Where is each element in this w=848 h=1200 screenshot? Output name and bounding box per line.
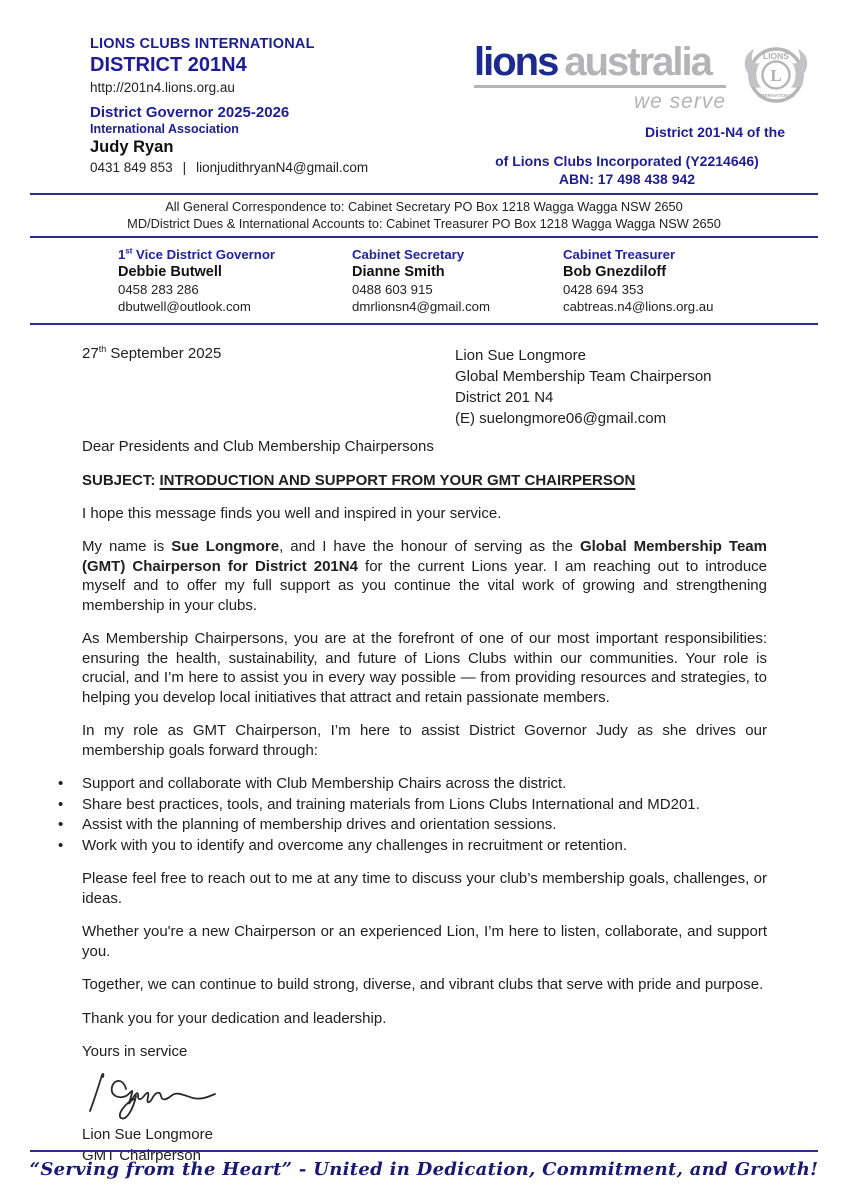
incorporated-line: of Lions Clubs Incorporated (Y2214646) (495, 153, 759, 169)
letterhead (0, 0, 848, 187)
lions-international-emblem-icon (734, 36, 818, 116)
governor-subtitle: International Association (90, 122, 239, 136)
footer-divider (30, 1150, 818, 1152)
governor-contact (90, 160, 470, 175)
governor-name: Judy Ryan (90, 138, 174, 156)
correspondence-bar (30, 193, 818, 238)
emblem-text-lions: LIONS (763, 51, 789, 61)
paragraph-intro: I hope this message finds you well and inspired in your service. (82, 504, 502, 522)
bold-sue-longmore: Sue Longmore (171, 538, 280, 555)
officer-cabinet-treasurer (563, 246, 818, 315)
abn-line: ABN: 17 498 438 942 (558, 171, 696, 187)
subject-label: SUBJECT: (82, 471, 160, 489)
logo-word-lions: lions (474, 40, 558, 84)
district-of-line: District 201-N4 of the (644, 124, 785, 140)
officer-phone: 0428 694 353 (563, 282, 644, 297)
letter-date: 27th September 2025 (82, 344, 222, 362)
officer-name: Dianne Smith (352, 264, 445, 280)
closing-line: Yours in service (82, 1043, 188, 1060)
paragraph-thanks: Thank you for your dedication and leadership. (82, 1009, 387, 1027)
bullet-item: • Work with you to identify and overcome any challenges in recruitment or retention. (82, 836, 767, 856)
paragraph-reach-out: Please feel free to reach out to me at any time to discuss your club’s membership goals, challenges, or ideas. (82, 870, 767, 907)
salutation: Dear Presidents and Club Membership Chairpersons (82, 438, 434, 455)
officer-title: 1st Vice District Governor (118, 246, 276, 262)
officer-phone: 0458 283 286 (118, 282, 199, 297)
subject-line (82, 472, 767, 489)
recipient-email: (E) suelongmore06@gmail.com (455, 410, 667, 427)
officer-title: Cabinet Treasurer (563, 247, 676, 262)
officers-row (0, 238, 848, 323)
officer-cabinet-secretary (352, 246, 563, 315)
officer-email: dmrlionsn4@gmail.com (352, 299, 490, 314)
logo-tagline: we serve (633, 90, 726, 113)
officer-email: cabtreas.n4@lions.org.au (563, 299, 714, 314)
letterhead-left (90, 36, 470, 187)
governor-phone: 0431 849 853 (90, 160, 173, 175)
letterhead-right (470, 36, 818, 187)
governor-email: lionjudithryanN4@gmail.com (196, 160, 369, 175)
signature (82, 1066, 242, 1124)
logo-underline (474, 85, 726, 88)
bullet-item: • Support and collaborate with Club Membership Chairs across the district. (82, 774, 767, 794)
correspondence-line-1: All General Correspondence to: Cabinet Secretary PO Box 1218 Wagga Wagga NSW 2650 (165, 199, 683, 214)
recipient-block (455, 345, 712, 429)
recipient-name: Lion Sue Longmore (455, 347, 586, 364)
paragraph-together: Together, we can continue to build strong, diverse, and vibrant clubs that serve with pride and purpose. (82, 976, 764, 993)
support-bullet-list (82, 774, 767, 855)
officer-phone: 0488 603 915 (352, 282, 433, 297)
footer-motto: “Serving from the Heart” - United in Dedication, Commitment, and Growth! (29, 1159, 819, 1180)
date-and-recipient (82, 345, 767, 437)
officer-vice-governor (118, 246, 352, 315)
lions-australia-wordmark (474, 36, 726, 114)
paragraph-whether: Whether you're a new Chairperson or an experienced Lion, I’m here to listen, collaborate, and support you. (82, 923, 767, 960)
district-website: http://201n4.lions.org.au (90, 80, 235, 95)
contact-separator: | (182, 160, 187, 175)
district-name: DISTRICT 201N4 (90, 54, 247, 76)
paragraph-role: As Membership Chairpersons, you are at the forefront of one of our most important responsibilities: ensuring the health, sustainability, and future of Lions Clubs within our communities. Your role is crucial, and I’m here to assist you in every way possible — from providing resources and strategies, to helping you develop local initiatives that attract and retain passionate members. (82, 630, 767, 706)
bullet-item: • Share best practices, tools, and training materials from Lions Clubs International and MD201. (82, 795, 767, 815)
subject-text: INTRODUCTION AND SUPPORT FROM YOUR GMT CHAIRPERSON (159, 471, 636, 489)
officer-email: dbutwell@outlook.com (118, 299, 251, 314)
lions-australia-logo (470, 36, 818, 116)
paragraph-assist: In my role as GMT Chairperson, I’m here to assist District Governor Judy as she drives our membership goals forward through: (82, 722, 767, 759)
signer-title: GMT Chairperson (82, 1146, 201, 1164)
letter-body (0, 325, 848, 1166)
signer-name: Lion Sue Longmore (82, 1125, 213, 1143)
correspondence-line-2: MD/District Dues & International Accounts to: Cabinet Treasurer PO Box 1218 Wagga Wagga NSW 2650 (127, 216, 721, 231)
bold-gmt-chairperson: Global Membership Team (GMT) Chairperson for District 201N4 (82, 538, 767, 575)
signature-area (82, 1066, 767, 1124)
recipient-district: District 201 N4 (455, 389, 554, 406)
recipient-role: Global Membership Team Chairperson (455, 368, 712, 385)
org-name: LIONS CLUBS INTERNATIONAL (90, 36, 315, 52)
governor-title: District Governor 2025-2026 (90, 104, 290, 121)
emblem-text-international: INTERNATIONAL (757, 93, 795, 98)
logo-word-australia: australia (564, 40, 711, 84)
officer-title: Cabinet Secretary (352, 247, 465, 262)
letter-footer (0, 1150, 848, 1180)
officer-name: Bob Gnezdiloff (563, 264, 667, 280)
officer-name: Debbie Butwell (118, 264, 222, 280)
emblem-text-l: L (770, 66, 782, 85)
bullet-item: • Assist with the planning of membership drives and orientation sessions. (82, 815, 767, 835)
paragraph-name: My name is Sue Longmore, and I have the honour of serving as the Global Membership Team (GMT) Chairperson for District 201N4 for the current Lions year. I am reaching out to introduce myself and to offer my full support as you continue the vital work of growing and strengthening membership in your clubs. (82, 538, 768, 614)
